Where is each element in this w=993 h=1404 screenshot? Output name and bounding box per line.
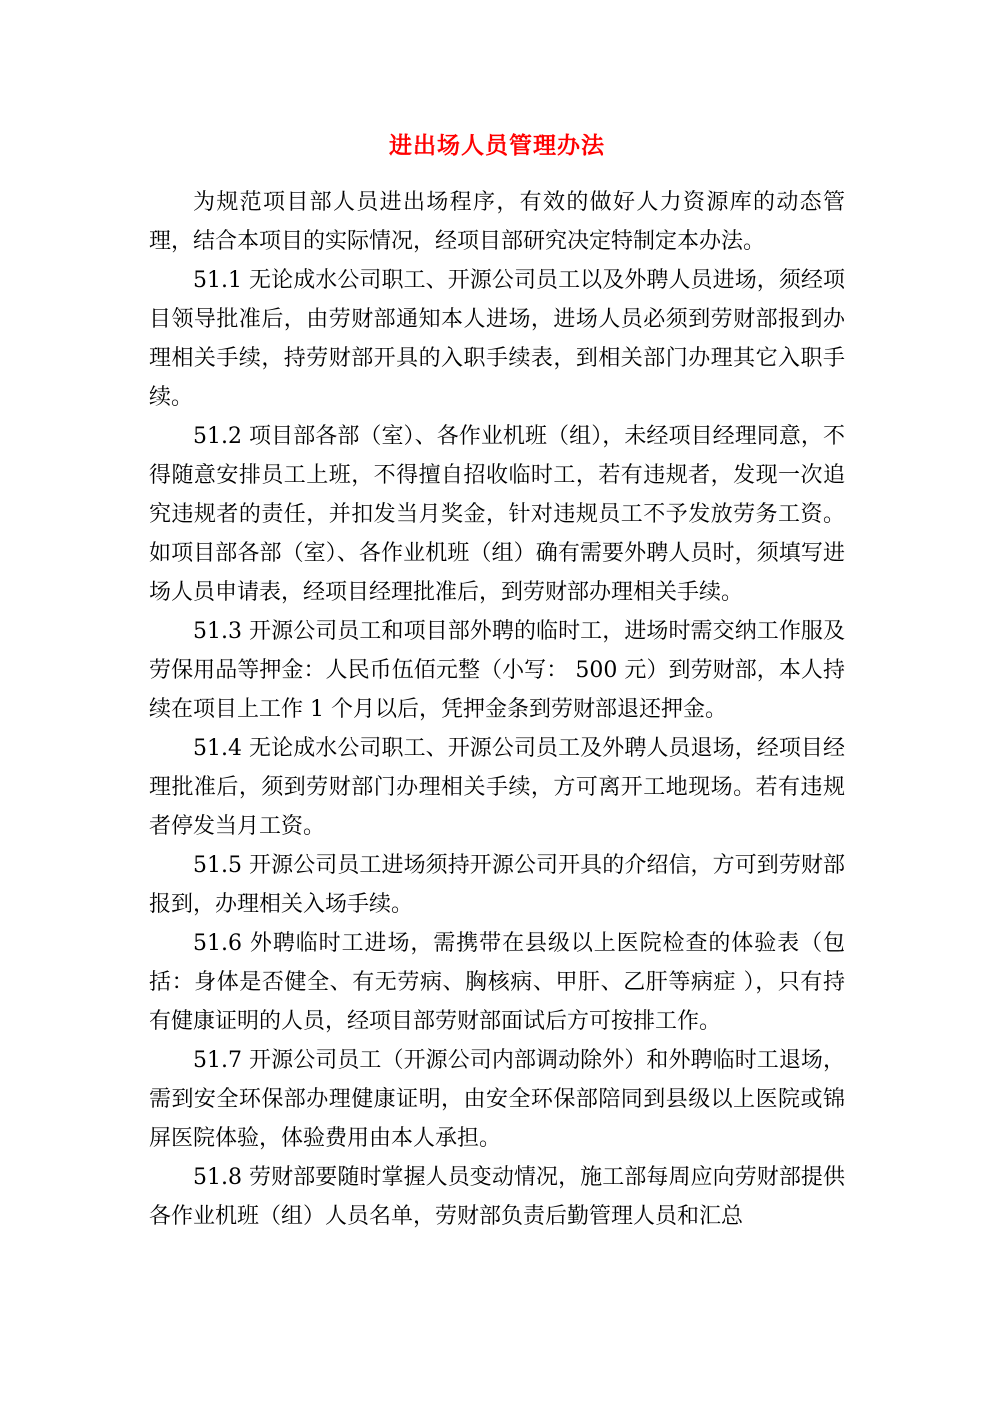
document-body [149, 183, 845, 1236]
clause-51-8: 51.8 劳财部要随时掌握人员变动情况，施工部每周应向劳财部提供各作业机班（组）人员名单，劳财部负责后勤管理人员和汇总 [149, 1165, 845, 1229]
document-title: 进出场人员管理办法 [389, 132, 605, 159]
clause-51-2: 51.2 项目部各部（室）、各作业机班（组），未经项目经理同意，不得随意安排员工上班，不得擅自招收临时工，若有违规者，发现一次追究违规者的责任，并扣发当月奖金，针对违规员工不予发放劳务工资。如项目部各部（室）、各作业机班（组）确有需要外聘人员时，须填写进场人员申请表，经项目经理批准后，到劳财部办理相关手续。 [149, 424, 845, 605]
clause-51-1: 51.1 无论成水公司职工、开源公司员工以及外聘人员进场，须经项目领导批准后，由劳财部通知本人进场，进场人员必须到劳财部报到办理相关手续，持劳财部开具的入职手续表，到相关部门办理其它入职手续。 [149, 268, 845, 410]
clause-51-4: 51.4 无论成水公司职工、开源公司员工及外聘人员退场，经项目经理批准后，须到劳财部门办理相关手续，方可离开工地现场。若有违规者停发当月工资。 [149, 736, 845, 839]
clause-51-6: 51.6 外聘临时工进场，需携带在县级以上医院检查的体验表（包括：身体是否健全、有无劳病、胸核病、甲肝、乙肝等病症 ），只有持有健康证明的人员，经项目部劳财部面试后方可按排工作。 [149, 931, 845, 1034]
clause-51-7: 51.7 开源公司员工（开源公司内部调动除外）和外聘临时工退场，需到安全环保部办理健康证明，由安全环保部陪同到县级以上医院或锦屏医院体验，体验费用由本人承担。 [149, 1048, 845, 1151]
intro-paragraph: 为规范项目部人员进出场程序，有效的做好人力资源库的动态管理，结合本项目的实际情况，经项目部研究决定特制定本办法。 [149, 190, 845, 254]
clause-51-3: 51.3 开源公司员工和项目部外聘的临时工，进场时需交纳工作服及劳保用品等押金：人民币伍佰元整（小写： 500 元）到劳财部，本人持续在项目上工作 1 个月以后，凭押金条到劳财部退还押金。 [149, 619, 845, 722]
clause-51-5: 51.5 开源公司员工进场须持开源公司开具的介绍信，方可到劳财部报到，办理相关入场手续。 [149, 853, 845, 917]
